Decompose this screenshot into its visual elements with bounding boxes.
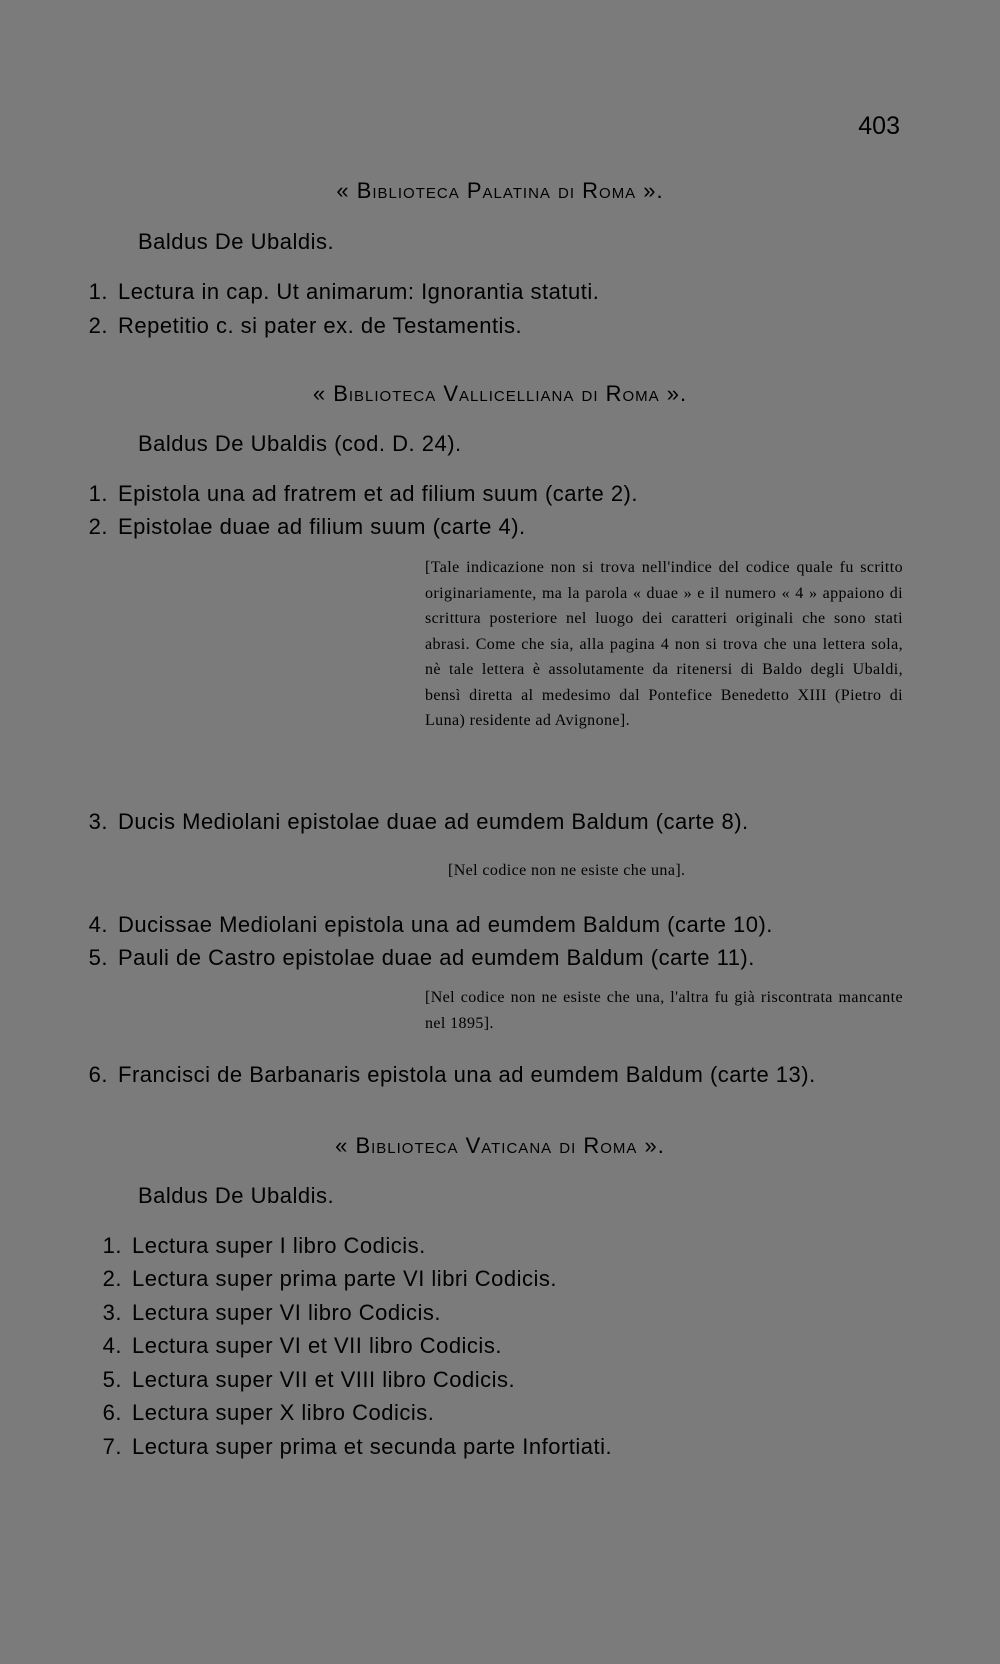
list-item: [86, 1400, 434, 1426]
item-text: Lectura in cap. Ut animarum: Ignorantia statuti.: [118, 279, 600, 304]
author-vallicelliana: Baldus De Ubaldis (cod. D. 24).: [138, 431, 462, 456]
item-text: Epistolae duae ad filium suum (carte 4).: [118, 514, 526, 539]
item-text: Lectura super I libro Codicis.: [132, 1233, 426, 1258]
item-number: 6.: [102, 1400, 122, 1425]
item-text: Lectura super VII et VIII libro Codicis.: [132, 1367, 516, 1392]
list-item: [72, 912, 773, 938]
item-number: 1.: [102, 1233, 122, 1258]
item-number: 4.: [88, 912, 108, 937]
list-item: [86, 1367, 515, 1393]
list-item: [86, 1300, 441, 1326]
item-number: 1.: [88, 481, 108, 506]
item-text: Repetitio c. si pater ex. de Testamentis.: [118, 313, 523, 338]
item-text: Francisci de Barbanaris epistola una ad eumdem Baldum (carte 13).: [118, 1062, 816, 1087]
list-item: [86, 1333, 502, 1359]
section-heading-vallicelliana: « Biblioteca Vallicelliana di Roma ».: [312, 381, 688, 406]
note: [Nel codice non ne esiste che una].: [448, 862, 686, 879]
list-item: [72, 481, 638, 507]
list-item: [72, 1062, 816, 1088]
item-number: 4.: [102, 1333, 122, 1358]
section-heading-vaticana: « Biblioteca Vaticana di Roma ».: [335, 1133, 665, 1158]
item-text: Epistola una ad fratrem et ad filium suum (carte 2).: [118, 481, 638, 506]
section-heading-palatina: « Biblioteca Palatina di Roma ».: [336, 178, 664, 203]
author-vaticana: Baldus De Ubaldis.: [138, 1183, 335, 1208]
item-number: 6.: [88, 1062, 108, 1087]
item-text: Ducis Mediolani epistolae duae ad eumdem Baldum (carte 8).: [118, 809, 749, 834]
list-item: [72, 279, 599, 305]
item-number: 5.: [88, 945, 108, 970]
item-text: Lectura super prima parte VI libri Codicis.: [132, 1266, 557, 1291]
list-item: [72, 945, 755, 971]
item-number: 2.: [102, 1266, 122, 1291]
item-number: 2.: [88, 313, 108, 338]
item-number: 7.: [102, 1434, 122, 1459]
item-text: Ducissae Mediolani epistola una ad eumdem Baldum (carte 10).: [118, 912, 773, 937]
item-number: 2.: [88, 514, 108, 539]
item-number: 3.: [102, 1300, 122, 1325]
item-text: Lectura super VI libro Codicis.: [132, 1300, 441, 1325]
item-text: Lectura super prima et secunda parte Infortiati.: [132, 1434, 613, 1459]
item-number: 5.: [102, 1367, 122, 1392]
list-item: [72, 514, 526, 540]
item-number: 3.: [88, 809, 108, 834]
list-item: [86, 1233, 426, 1259]
list-item: [86, 1434, 612, 1460]
item-text: Lectura super X libro Codicis.: [132, 1400, 435, 1425]
list-item: [86, 1266, 557, 1292]
list-item: [72, 313, 522, 339]
author-palatina: Baldus De Ubaldis.: [138, 229, 335, 254]
page-number: 403: [858, 112, 900, 140]
item-number: 1.: [88, 279, 108, 304]
list-item: [72, 809, 749, 835]
item-text: Pauli de Castro epistolae duae ad eumdem Baldum (carte 11).: [118, 945, 755, 970]
note: [Tale indicazione non si trova nell'indice del codice quale fu scritto originariamente, ma la parola « duae » e il numero « 4 » appaiono di scrittura posteriore nel luogo dei caratteri originali che sono stati abrasi. Come che sia, alla pagina 4 non si trova che una lettera sola, nè tale lettera è assolutamente da ritenersi di Baldo degli Ubaldi, bensì diretta al medesimo dal Pontefice Benedetto XIII (Pietro di Luna) residente ad Avignone].: [425, 559, 903, 729]
note: [Nel codice non ne esiste che una, l'altra fu già riscontrata mancante nel 1895].: [425, 989, 903, 1032]
item-text: Lectura super VI et VII libro Codicis.: [132, 1333, 502, 1358]
